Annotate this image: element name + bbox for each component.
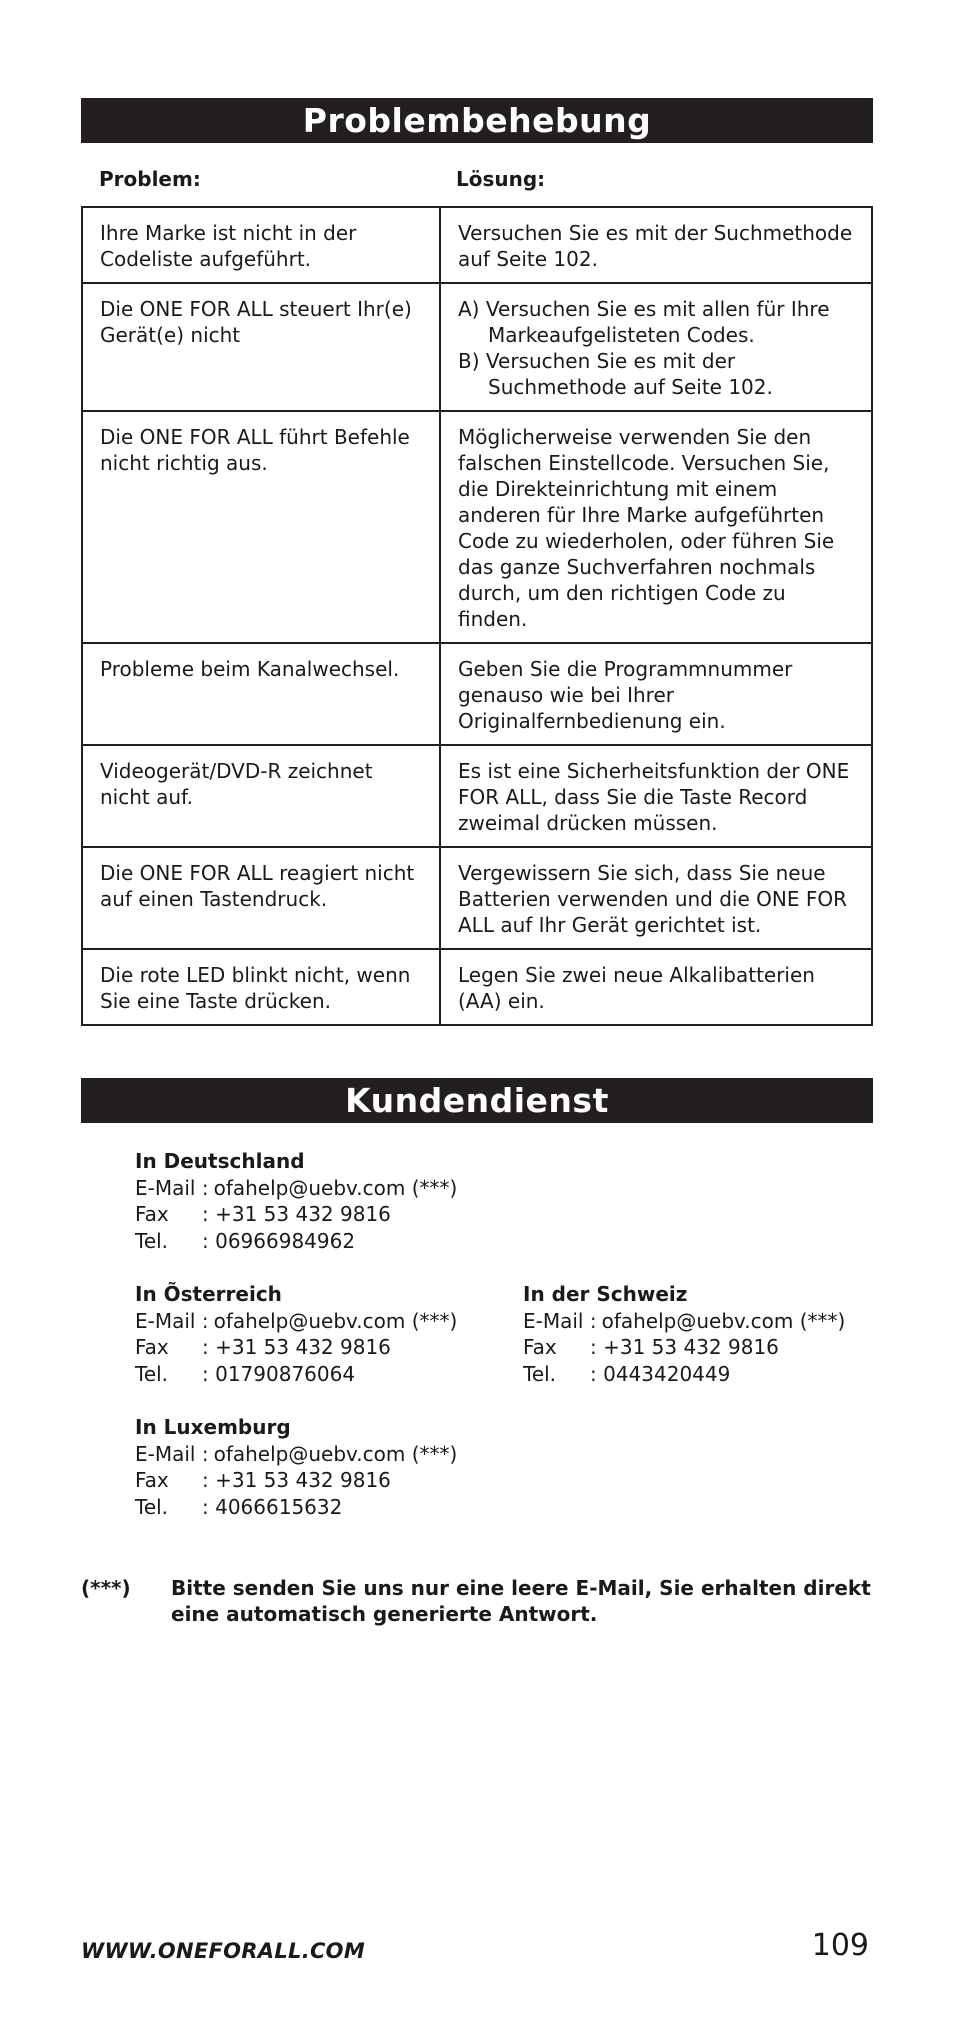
email-value: ofahelp@uebv.com (***) xyxy=(601,1308,846,1333)
tel-label: Tel. xyxy=(135,1361,169,1386)
email-value: ofahelp@uebv.com (***) xyxy=(213,1175,458,1200)
table-row xyxy=(82,411,872,643)
table-row xyxy=(82,847,872,949)
fax-label: Fax xyxy=(135,1335,169,1359)
solution-option-a: A) Versuchen Sie es mit allen für Ihre Markeaufgelisteten Codes. xyxy=(458,297,830,347)
table-row xyxy=(82,283,872,411)
solution-option-b: B) Versuchen Sie es mit der Suchmethode auf Seite 102. xyxy=(458,349,773,399)
tel-label: Tel. xyxy=(135,1228,169,1253)
website-logo: WWW.ONEFORALL.COM xyxy=(81,1939,366,1963)
solution-cell: Vergewissern Sie sich, dass Sie neue Batterien verwenden und die ONE FOR ALL auf Ihr Gerät gerichtet ist. xyxy=(440,847,872,949)
fax-label: Fax xyxy=(523,1335,557,1359)
column-header-solution: Lösung: xyxy=(456,167,546,191)
contact-block-luxembourg xyxy=(135,1414,457,1520)
fax-value: : +31 53 432 9816 xyxy=(590,1335,779,1359)
contact-block-germany xyxy=(135,1148,457,1254)
contact-block-switzerland xyxy=(523,1281,845,1387)
tel-value: : 0443420449 xyxy=(590,1361,731,1386)
problem-cell: Die ONE FOR ALL steuert Ihr(e) Gerät(e) nicht xyxy=(82,283,440,411)
tel-value: : 4066615632 xyxy=(202,1494,343,1519)
region-name: In der Schweiz xyxy=(523,1282,688,1306)
solution-cell: Versuchen Sie es mit der Suchmethode auf Seite 102. xyxy=(440,207,872,283)
page-number: 109 xyxy=(811,1928,869,1963)
column-header-problem: Problem: xyxy=(99,167,201,191)
fax-value: : +31 53 432 9816 xyxy=(202,1468,391,1492)
table-row xyxy=(82,207,872,283)
solution-cell xyxy=(440,283,872,411)
email-value: ofahelp@uebv.com (***) xyxy=(213,1441,458,1466)
email-label: E-Mail : xyxy=(135,1175,209,1200)
table-row xyxy=(82,949,872,1025)
problem-cell: Videogerät/DVD-R zeichnet nicht auf. xyxy=(82,745,440,847)
footnote-text: Bitte senden Sie uns nur eine leere E-Mail, Sie erhalten direkt eine automatisch generierte Antwort. xyxy=(171,1576,871,1626)
footnote-mark: (***) xyxy=(81,1576,131,1600)
fax-label: Fax xyxy=(135,1202,169,1226)
email-label: E-Mail : xyxy=(523,1308,597,1333)
fax-label: Fax xyxy=(135,1468,169,1492)
solution-cell: Möglicherweise verwenden Sie den falschen Einstellcode. Versuchen Sie, die Direkteinrichtung mit einem anderen für Ihre Marke aufgeführten Code zu wiederholen, oder führen Sie das ganze Suchverfahren nochmals durch, um den richtigen Code zu finden. xyxy=(440,411,872,643)
problem-cell: Die rote LED blinkt nicht, wenn Sie eine Taste drücken. xyxy=(82,949,440,1025)
problem-cell: Die ONE FOR ALL führt Befehle nicht richtig aus. xyxy=(82,411,440,643)
email-value: ofahelp@uebv.com (***) xyxy=(213,1308,458,1333)
table-row xyxy=(82,745,872,847)
contact-block-austria xyxy=(135,1281,457,1387)
troubleshooting-title: Problembehebung xyxy=(81,98,873,143)
region-name: In Õsterreich xyxy=(135,1282,282,1306)
table-row xyxy=(82,643,872,745)
fax-value: : +31 53 432 9816 xyxy=(202,1202,391,1226)
tel-value: : 06966984962 xyxy=(202,1228,356,1253)
tel-value: : 01790876064 xyxy=(202,1361,356,1386)
troubleshooting-table xyxy=(81,206,873,1026)
tel-label: Tel. xyxy=(523,1361,557,1386)
problem-cell: Ihre Marke ist nicht in der Codeliste aufgeführt. xyxy=(82,207,440,283)
problem-cell: Die ONE FOR ALL reagiert nicht auf einen Tastendruck. xyxy=(82,847,440,949)
email-label: E-Mail : xyxy=(135,1308,209,1333)
solution-cell: Es ist eine Sicherheitsfunktion der ONE FOR ALL, dass Sie die Taste Record zweimal drücken müssen. xyxy=(440,745,872,847)
tel-label: Tel. xyxy=(135,1494,169,1519)
region-name: In Deutschland xyxy=(135,1149,305,1173)
customer-service-title: Kundendienst xyxy=(81,1078,873,1123)
problem-cell: Probleme beim Kanalwechsel. xyxy=(82,643,440,745)
solution-cell: Legen Sie zwei neue Alkalibatterien (AA) ein. xyxy=(440,949,872,1025)
solution-cell: Geben Sie die Programmnummer genauso wie bei Ihrer Originalfernbedienung ein. xyxy=(440,643,872,745)
fax-value: : +31 53 432 9816 xyxy=(202,1335,391,1359)
email-label: E-Mail : xyxy=(135,1441,209,1466)
region-name: In Luxemburg xyxy=(135,1415,291,1439)
